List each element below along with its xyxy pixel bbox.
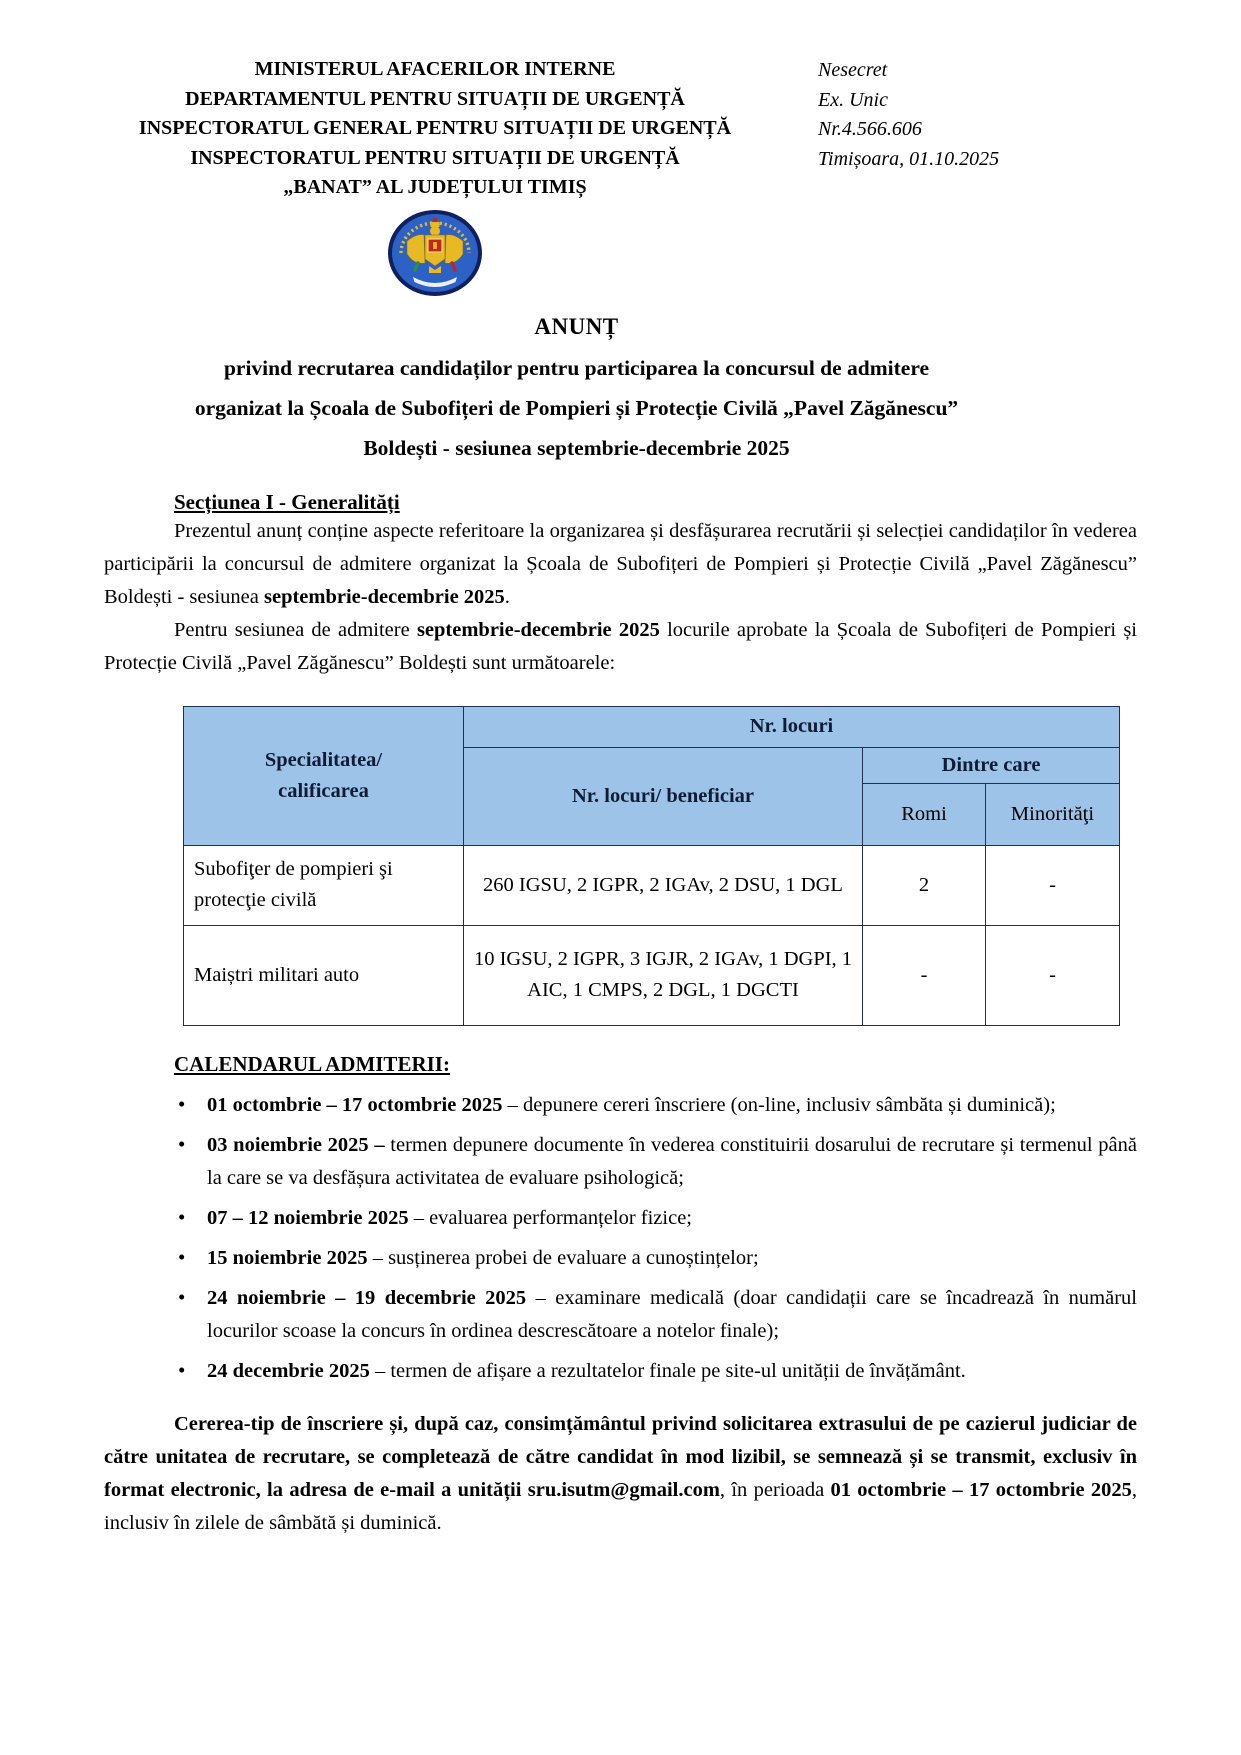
subtitle-line-3: Boldești - sesiunea septembrie-decembrie 2025 [363,435,790,460]
row1-romi-cell: 2 [863,845,986,925]
list-item [104,1202,1137,1235]
section-1-heading-text: Secțiunea I - Generalități [174,489,400,514]
table-header-row-1 [184,706,1120,747]
paragraph-intro [104,515,1137,614]
col-header-specialty-line1: Specialitatea/ [264,748,383,771]
calendar-heading [104,1052,1137,1077]
list-item [104,1129,1137,1195]
row1-beneficiar-cell: 260 IGSU, 2 IGPR, 2 IGAv, 2 DSU, 1 DGL [464,845,863,925]
row2-specialty-cell: Maiștri militari auto [184,925,464,1025]
subtitle-line-1: privind recrutarea candidaților pentru participarea la concursul de admitere [223,355,930,380]
closing-main-bold: Cererea-tip de înscriere și, după caz, consimțământul privind solicitarea extrasului de pe cazierul judiciar de către unitatea de recrutare, se completează de către candidat în mod lizibil, se semnează și se transmit, exclusiv în format electronic, la adresa de e-mail a unității [104,1412,1137,1501]
col-header-dintre-care: Dintre care [863,747,1120,783]
closing-paragraph [104,1408,1137,1540]
calendar-item-3-text: – evaluarea performanțelor fizice; [408,1206,692,1229]
paragraph-places-text-after: locurile aprobate la Școala de Subofițeri de Pompieri și Protecție Civilă „Pavel Zăgănescu” Boldești sunt următoarele: [104,618,1138,674]
announcement-subtitle [104,348,1137,468]
logo-container [104,209,766,302]
document-header [104,55,1137,203]
org-line-4: INSPECTORATUL PENTRU SITUAȚII DE URGENȚĂ [190,146,680,169]
calendar-item-2-date: 03 noiembrie 2025 – [207,1133,385,1156]
page-title: ANUNȚ [534,313,619,339]
calendar-item-1-text: – depunere cereri înscriere (on-line, inclusiv sâmbăta și duminică); [502,1093,1056,1116]
closing-period-bold: 01 octombrie – 17 octombrie 2025 [830,1478,1132,1501]
issuing-authority-block [104,55,766,203]
calendar-item-4-text: – susținerea probei de evaluare a cunoștințelor; [367,1246,759,1269]
org-line-5: „BANAT” AL JUDEȚULUI TIMIȘ [283,176,587,198]
col-header-beneficiar: Nr. locuri/ beneficiar [464,747,863,845]
paragraph-intro-session-bold: septembrie-decembrie 2025 [264,585,505,608]
calendar-item-6-date: 24 decembrie 2025 [207,1359,370,1382]
table-row [184,925,1120,1025]
org-line-3: INSPECTORATUL GENERAL PENTRU SITUAȚII DE URGENȚĂ [138,117,732,139]
place-and-date: Timișoara, 01.10.2025 [818,147,1000,170]
admission-calendar-list [104,1089,1137,1388]
row1-specialty-cell: Subofiţer de pompieri şi protecţie civilă [184,845,464,925]
paragraph-places-text-before: Pentru sesiunea de admitere [174,618,417,641]
list-item [104,1282,1137,1348]
paragraph-places [104,614,1137,680]
paragraph-places-session-bold: septembrie-decembrie 2025 [416,618,660,641]
calendar-item-5-text: – examinare medicală (doar candidații care se încadrează în numărul locurilor scoase la concurs în ordinea descrescătoare a notelor finale); [207,1286,1137,1342]
row2-minoritati-cell: - [986,925,1120,1025]
calendar-item-3-date: 07 – 12 noiembrie 2025 [207,1206,409,1229]
org-line-1: MINISTERUL AFACERILOR INTERNE [254,58,616,80]
places-table [183,706,1120,1026]
copy-label: Ex. Unic [818,88,888,111]
col-header-romi: Romi [863,783,986,845]
list-item [104,1355,1137,1388]
calendar-item-4-date: 15 noiembrie 2025 [207,1246,368,1269]
section-1-heading [104,490,1137,515]
row2-romi-cell: - [863,925,986,1025]
closing-regular-1: , în perioada [719,1478,831,1501]
row2-beneficiar-cell: 10 IGSU, 2 IGPR, 3 IGJR, 2 IGAv, 1 DGPI, 1 AIC, 1 CMPS, 2 DGL, 1 DGCTI [464,925,863,1025]
registration-number: Nr.4.566.606 [818,118,922,140]
table-row [184,845,1120,925]
row1-minoritati-cell: - [986,845,1120,925]
col-header-minoritati: Minorităţi [986,783,1120,845]
document-meta-block [818,55,999,203]
calendar-item-1-date: 01 octombrie – 17 octombrie 2025 [207,1093,503,1116]
list-item [104,1242,1137,1275]
paragraph-intro-text: Prezentul anunț conține aspecte referitoare la organizarea și desfășurarea recrutării și selecției candidaților în vederea participării la concursul de admitere organizat la Școala de Subofițeri de Pompieri și Protecție Civilă „Pavel Zăgănescu” Boldești - sesiunea [104,519,1137,608]
col-header-nr-locuri: Nr. locuri [464,706,1120,747]
subtitle-line-2: organizat la Școala de Subofițeri de Pompieri și Protecție Civilă „Pavel Zăgănescu” [194,395,959,420]
list-item [104,1089,1137,1122]
coat-of-arms-icon [387,209,483,297]
calendar-item-6-text: – termen de afișare a rezultatelor finale pe site-ul unității de învățământ. [369,1359,966,1382]
calendar-heading-text: CALENDARUL ADMITERII: [174,1051,450,1076]
col-header-specialty-line2: calificarea [278,779,369,802]
closing-regular-2: , inclusiv în zilele de sâmbătă și duminică. [104,1478,1137,1534]
classification-label: Nesecret [818,59,888,81]
col-header-specialty [184,706,464,845]
org-line-2: DEPARTAMENTUL PENTRU SITUAȚII DE URGENȚĂ [185,87,685,110]
calendar-item-2-text: termen depunere documente în vederea constituirii dosarului de recrutare și termenul până la care se va desfășura activitatea de evaluare psihologică; [207,1133,1137,1189]
paragraph-intro-period: . [504,585,510,608]
recruitment-email: sru.isutm@gmail.com [527,1478,720,1501]
calendar-item-5-date: 24 noiembrie – 19 decembrie 2025 [207,1286,527,1309]
